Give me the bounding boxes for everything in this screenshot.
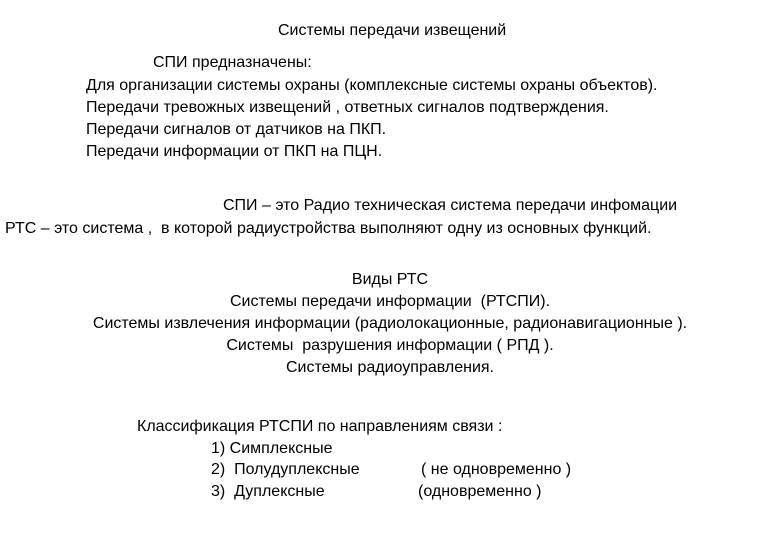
spi-purpose-item-1: Для организации системы охраны (комплексные системы охраны объектов). [86,77,658,94]
classification-heading: Классификация РТСПИ по направлениям связи : [137,418,503,435]
page-title: Системы передачи извещений [278,22,507,39]
classification-item-2: 2) Полудуплексные [211,461,360,478]
classification-item-1: 1) Симплексные [211,440,333,457]
rts-type-item-2: Системы извлечения информации (радиолокационные, радионавигационные ). [92,315,688,332]
spi-purpose-item-2: Передачи тревожных извещений , ответных сигналов подтверждения. [86,99,609,116]
rts-type-item-1: Системы передачи информации (РТСПИ). [229,293,551,310]
spi-purpose-item-4: Передачи информации от ПКП на ПЦН. [86,143,383,160]
spi-purpose-heading: СПИ предназначены: [153,54,312,71]
classification-item-3: 3) Дуплексные [211,483,325,500]
rts-types-heading: Виды РТС [351,271,429,288]
rts-type-item-4: Системы радиоуправления. [286,359,494,376]
rts-type-item-3: Системы разрушения информации ( РПД ). [226,337,554,354]
spi-definition: СПИ – это Радио техническая система передачи инфомации [223,197,678,214]
spi-purpose-item-3: Передачи сигналов от датчиков на ПКП. [86,121,387,138]
classification-item-2-note: ( не одновременно ) [421,461,572,478]
classification-item-3-note: (одновременно ) [418,483,542,500]
rts-definition: РТС – это система , в которой радиустройства выполняют одну из основных функций. [5,220,652,237]
